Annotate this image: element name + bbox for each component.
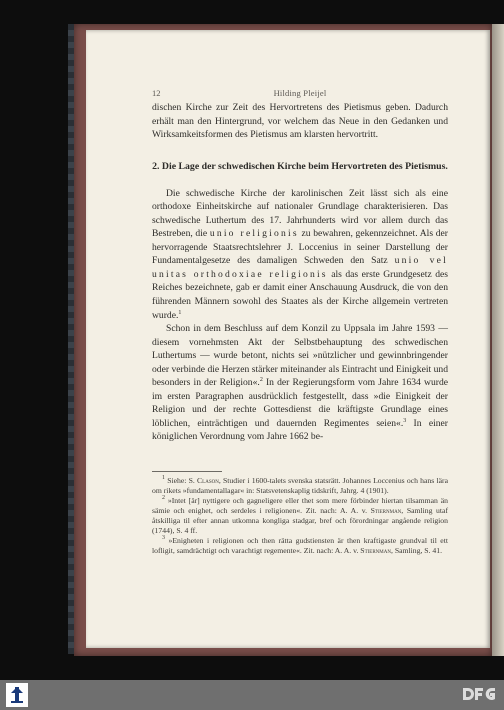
library-logo bbox=[6, 683, 28, 707]
footnote-1: $^1$ Siehe: S. Clason, Studier i 1600-talets svenska statsrätt. Johannes Loccenius och hans lära om rikets »fundamentallagar« in: Statsvetenskaplig tidskrift, Jahrg. 4 (1901). bbox=[152, 475, 448, 496]
section-heading: 2. Die Lage der schwedischen Kirche beim Hervortreten des Pietismus. bbox=[152, 160, 448, 172]
page-edge bbox=[492, 24, 504, 656]
viewer-footer-bar bbox=[0, 680, 504, 710]
footnote-ref: 2 bbox=[259, 377, 263, 384]
paragraph-2: Schon in dem Beschluss auf dem Konzil zu Uppsala im Jahre 1593 — diesem vornehmsten Akt der Selbstbehauptung des schwedischen Luthertums — wurde betont, nichts sei »nützlicher und gewinnbringender oder verbinde die Herzen stärker miteinander als Eintracht und Einigkeit und besonders in der Religion«.$^2$ In der Regierungsform vom Jahre 1634 wurde im ersten Paragraphen ausdrücklich festgestellt, dass »die Einigkeit der Religion und der rechte Gottesdienst die kräftigste Grundlage eines löblichen, einträchtigen und dauernden Regimentes seien«.$^3$ In einer königlichen Verordnung vom Jahre 1662 be- bbox=[152, 323, 448, 443]
running-title: Hilding Pleijel bbox=[273, 88, 327, 98]
intro-paragraph: dischen Kirche zur Zeit des Hervortretens des Pietismus geben. Dadurch erhält man den Hintergrund, vor welchem das Neue in den Gedanken und Wirksamkeitsformen des Pietismus am klarsten hervortritt. bbox=[152, 102, 448, 141]
footnote-divider bbox=[152, 471, 222, 472]
footnote-ref: 3 bbox=[403, 417, 407, 424]
library-logo-icon bbox=[8, 685, 26, 705]
footnote-2: $^2$ »Intet [är] nyttigere och gagneligere eller thet som mere förbinder hiertan tilsamman än sämie och enighet, och serdeles i religionen«. Zit. nach: A. A. v. Stiernman, Samling utaf åtskilliga til efter annan utkomna kongliga stadgar, bref och förordningar angående religion (1744), S. 4 ff. bbox=[152, 495, 448, 536]
footnote-ref: 1 bbox=[178, 309, 182, 316]
footnotes bbox=[152, 476, 448, 556]
dfg-logo-icon bbox=[462, 687, 496, 701]
emphasis-spaced: unio vel unitas orthodoxiae religionis bbox=[152, 255, 448, 280]
running-head bbox=[152, 88, 448, 100]
paragraph-1: Die schwedische Kirche der karolinischen Zeit lässt sich als eine orthodoxe Einheitskirche auf nationaler Grundlage charakterisieren. Das schwedische Luthertum des 17. Jahrhunderts wird vor allem durch das Bestreben, die unio religionis zu bewahren, gekennzeichnet. Als der hervorragende Staatsrechtslehrer J. Loccenius in seiner Darstellung der Fundamentalgesetze des damaligen Schweden den Satz unio vel unitas orthodoxiae religionis als das erste Grundgesetz des Reiches bezeichnete, gab er damit einer Anschauung Ausdruck, die von den führenden Männern sowohl des Staates als der Kirche allgemein vertreten wurde.$^1$ bbox=[152, 187, 448, 321]
dfg-logo bbox=[462, 687, 496, 705]
main-text bbox=[152, 101, 448, 444]
footnote-3: $^3$ »Enigheten i religionen och then rätta gudstiensten är then kraftigaste grundval til ett lofligit, samdrächtigt och varachtigt regemente«. Zit. nach: A. A. v. Stiernman, Samling, S. 41. bbox=[152, 535, 448, 556]
page-number: 12 bbox=[152, 88, 161, 98]
emphasis-spaced: unio religionis bbox=[209, 228, 299, 240]
